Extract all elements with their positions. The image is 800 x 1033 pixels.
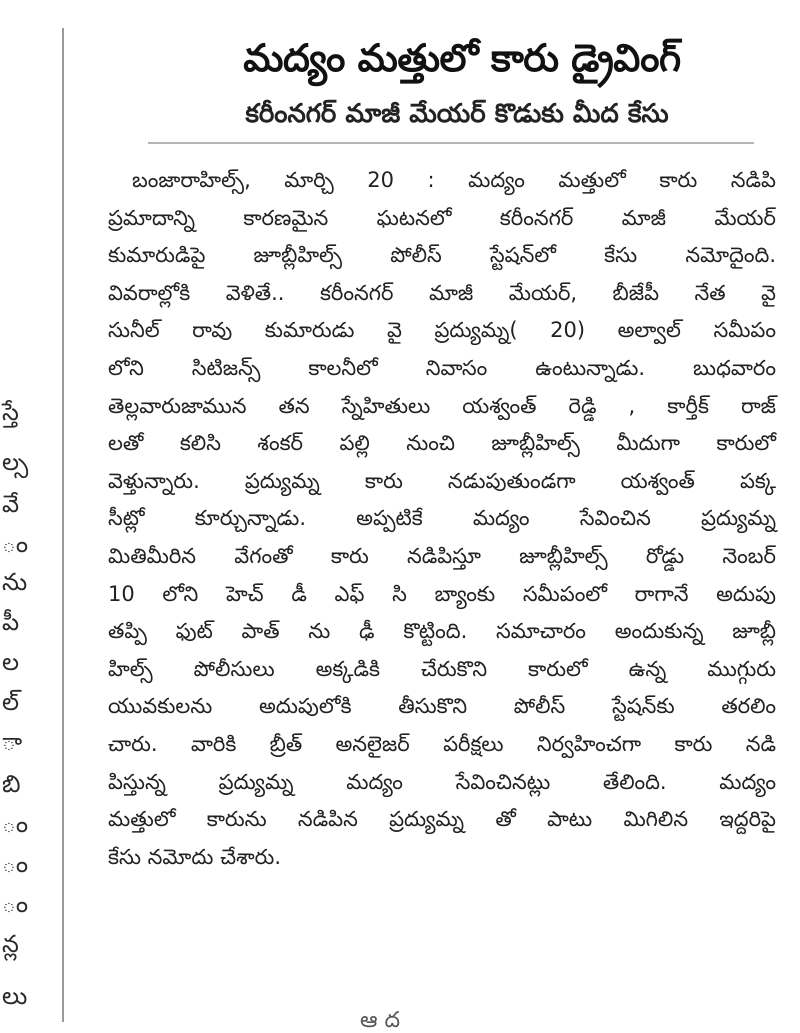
- body-line: కుమారుడిపై జూబ్లీహిల్స్ పోలీస్ స్టేషన్‌లో కేసు నమోదైంది.: [108, 243, 776, 268]
- news-article: [108, 28, 776, 876]
- left-fragment-text: బి: [2, 770, 21, 798]
- left-fragment-text: ల్స: [2, 448, 29, 476]
- body-line: మితిమీరిన వేగంతో కారు నడిపిస్తూ జూబ్లీహిల్స్ రోడ్డు నెంబర్: [108, 543, 776, 568]
- left-fragment-text: ం: [2, 850, 29, 878]
- body-line: వెళ్తున్నారు. ప్రద్యుమ్న కారు నడుపుతుండగా యశ్వంత్ పక్క: [108, 468, 776, 493]
- left-fragment-text: ల్: [2, 688, 20, 716]
- body-line: లోని సిటిజన్స్ కాలనీలో నివాసం ఉంటున్నాడు. బుధవారం: [108, 355, 776, 380]
- adjacent-column-fragment: [0, 0, 28, 1022]
- left-fragment-text: ల: [2, 648, 20, 676]
- body-line: సునీల్ రావు కుమారుడు వై ప్రద్యుమ్న( 20) అల్వాల్ సమీపం: [108, 318, 776, 343]
- column-divider: [62, 28, 64, 1022]
- body-line: బంజారాహిల్స్, మార్చి 20 : మద్యం మత్తులో కారు నడిపి: [132, 168, 776, 192]
- left-fragment-text: స్తే: [2, 398, 19, 426]
- left-fragment-text: ం: [2, 810, 29, 838]
- article-subheadline: కరీంనగర్ మాజీ మేయర్ కొడుకు మీద కేసు: [245, 99, 669, 129]
- body-line: వివరాల్లోకి వెళితే.. కరీంనగర్ మాజీ మేయర్, బీజేపీ నేత వై: [108, 280, 776, 305]
- left-fragment-text: ను: [2, 568, 28, 596]
- subheadline-divider: [148, 142, 754, 144]
- left-fragment-text: న్ల: [2, 930, 19, 958]
- body-line: తెల్లవారుజామున తన స్నేహితులు యశ్వంత్ రెడ్డి , కార్తీక్ రాజ్: [108, 393, 776, 418]
- body-line: మత్తులో కారును నడిపిన ప్రద్యుమ్న తో పాటు మిగిలిన ఇద్దరిపై: [108, 807, 776, 832]
- body-line: తప్పి ఫుట్ పాత్ ను ఢీ కొట్టింది. సమాచారం అందుకున్న జూబ్లీ: [108, 619, 776, 644]
- left-fragment-text: ా: [2, 728, 23, 756]
- body-line: చారు. వారికి బ్రీత్ అనలైజర్ పరీక్షలు నిర్వహించగా కారు నడి: [108, 731, 776, 756]
- body-line: లతో కలిసి శంకర్ పల్లి నుంచి జూబ్లీహిల్స్ మీదుగా కారులో: [108, 431, 776, 456]
- article-headline: మద్యం మత్తులో కారు డ్రైవింగ్: [243, 36, 681, 80]
- body-line: 10 లోని హెచ్ డీ ఎఫ్ సి బ్యాంకు సమీపంలో రాగానే అదుపు: [108, 581, 776, 606]
- body-line: హిల్స్ పోలీసులు అక్కడికి చేరుకొని కారులో ఉన్న ముగ్గురు: [108, 656, 776, 681]
- body-line: యువకులను అదుపులోకి తీసుకొని పోలీస్ స్టేషన్‌కు తరలిం: [108, 694, 776, 719]
- body-line: సీట్లో కూర్చున్నాడు. అప్పటికే మద్యం సేవించిన ప్రద్యుమ్న: [108, 506, 776, 531]
- body-line: ప్రమాదాన్ని కారణమైన ఘటనలో కరీంనగర్ మాజీ మేయర్: [108, 205, 776, 230]
- left-fragment-text: ం: [2, 530, 29, 558]
- article-body: [108, 162, 776, 876]
- left-fragment-text: ం: [2, 890, 29, 918]
- left-fragment-text: వే: [2, 490, 20, 518]
- body-line: కేసు నమోదు చేశారు.: [108, 844, 281, 869]
- left-fragment-text: లు: [2, 982, 28, 1010]
- left-fragment-text: పీ: [2, 608, 20, 636]
- body-line: పిస్తున్న ప్రద్యుమ్న మద్యం సేవించినట్లు తేలింది. మద్యం: [108, 769, 776, 794]
- next-article-fragment: ఆ ద: [360, 1008, 401, 1033]
